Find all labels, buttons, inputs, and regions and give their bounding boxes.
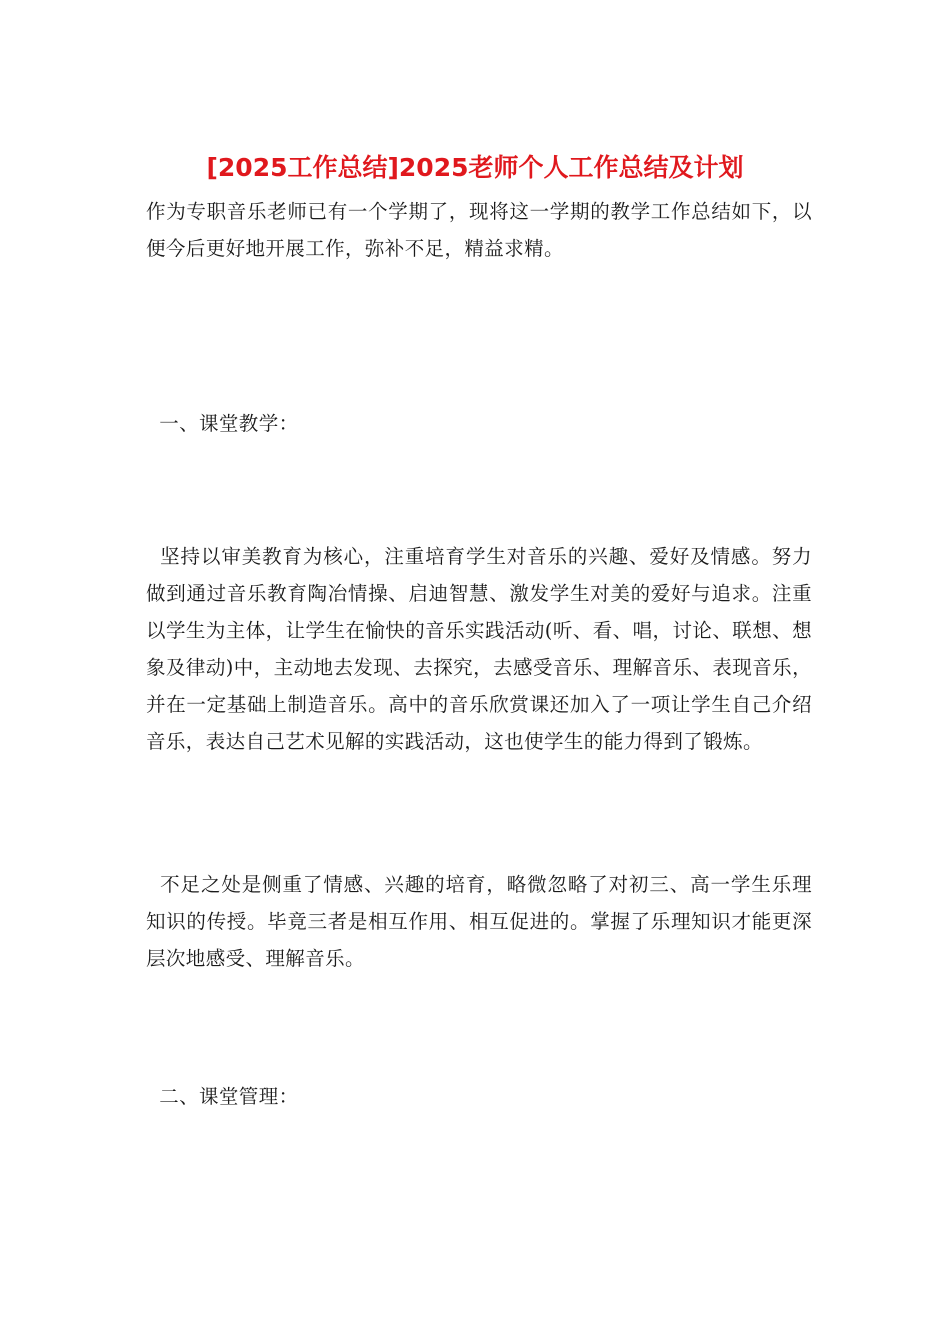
teaching-paragraph: 坚持以审美教育为核心，注重培育学生对音乐的兴趣、爱好及情感。努力做到通过音乐教育陶冶情操、启迪智慧、激发学生对美的爱好与追求。注重以学生为主体，让学生在愉快的音乐实践活动(听、看、唱，讨论、联想、想象及律动)中，主动地去发现、去探究，去感受音乐、理解音乐、表现音乐，并在一定基础上制造音乐。高中的音乐欣赏课还加入了一项让学生自己介绍音乐，表达自己艺术见解的实践活动，这也使学生的能力得到了锻炼。: [146, 545, 812, 753]
section-heading-classroom-teaching: 一、课堂教学：: [146, 412, 299, 435]
intro-paragraph: 作为专职音乐老师已有一个学期了，现将这一学期的教学工作总结如下，以便今后更好地开展工作，弥补不足，精益求精。: [146, 200, 812, 260]
document-title: [2025工作总结]2025老师个人工作总结及计划: [206, 153, 744, 182]
section-heading-classroom-management: 二、课堂管理：: [146, 1085, 299, 1108]
shortcomings-paragraph: 不足之处是侧重了情感、兴趣的培育，略微忽略了对初三、高一学生乐理知识的传授。毕竟三者是相互作用、相互促进的。掌握了乐理知识才能更深层次地感受、理解音乐。: [146, 873, 812, 970]
